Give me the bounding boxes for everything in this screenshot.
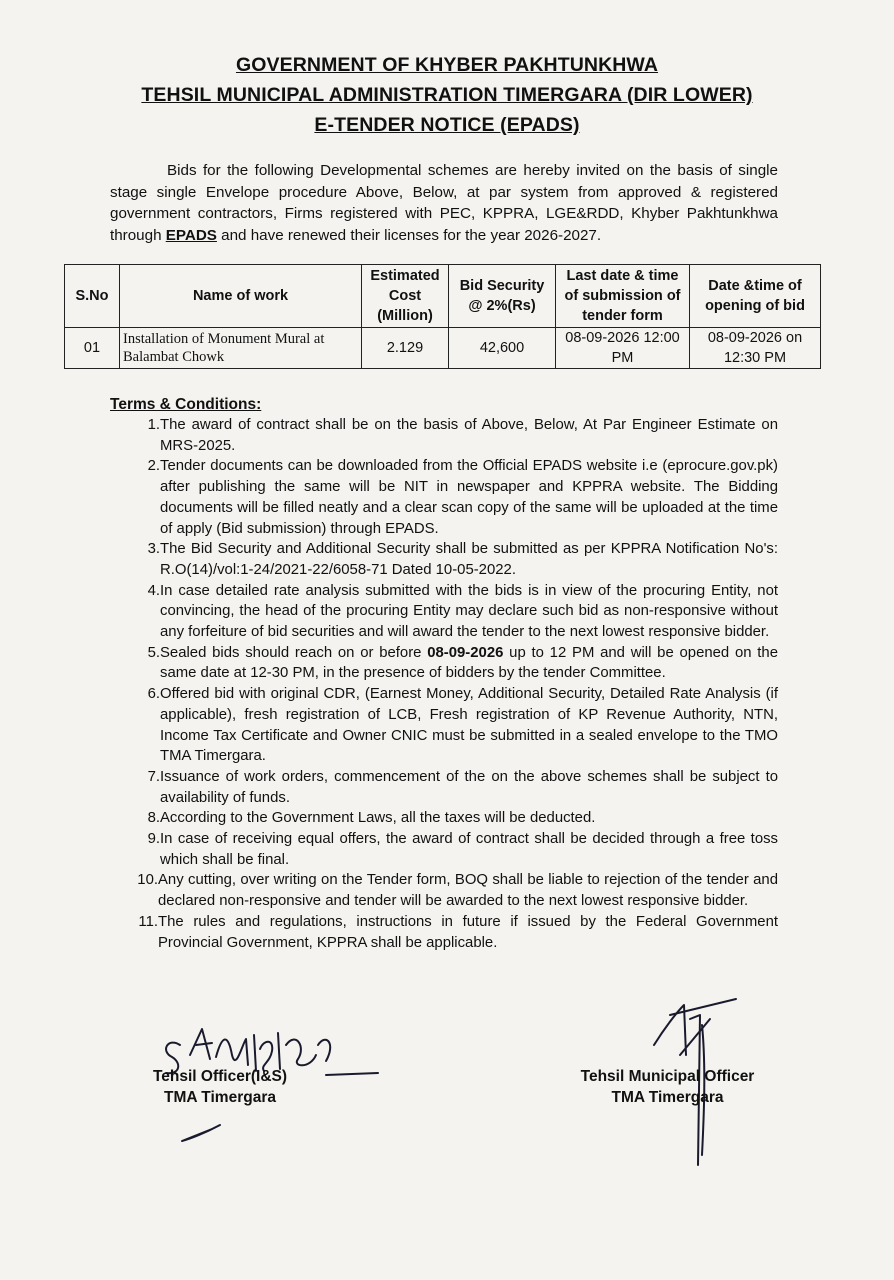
- right-signatory-org: TMA Timergara: [611, 1089, 724, 1106]
- header-name-of-work: Name of work: [120, 265, 362, 328]
- header-estimated-cost: Estimated Cost (Million): [362, 265, 449, 328]
- left-signatory-org: TMA Timergara: [164, 1089, 276, 1106]
- intro-paragraph: [110, 160, 778, 246]
- term-text: Offered bid with original CDR, (Earnest Money, Additional Security, Detailed Rate Analysis (if applicable), fresh registration of LCB, Fresh registration of KP Revenue Authority, NTN, Income Tax Certificate and Owner CNIC must be submitted in a sealed envelope to the TMO TMA Timergara.: [160, 686, 778, 765]
- cell-sno: 01: [65, 328, 120, 369]
- term-text: In case detailed rate analysis submitted with the bids is in view of the procuring Entity, not convincing, the head of the procuring Entity may declare such bid as non-responsive without any forfeiture of bid securities and will award the tender to the next lowest responsive bidder.: [160, 582, 778, 641]
- right-signatory-block: [560, 1066, 775, 1108]
- intro-epads-highlight: EPADS: [165, 226, 217, 244]
- term-number: 6.: [147, 686, 160, 703]
- term-number: 9.: [147, 831, 160, 848]
- left-signatory-title: Tehsil Officer(I&S): [152, 1068, 288, 1085]
- works-table: [64, 264, 821, 369]
- term-text: The award of contract shall be on the basis of Above, Below, At Par Engineer Estimate on MRS-2025.: [160, 417, 778, 454]
- header-bid-security: Bid Security @ 2%(Rs): [449, 265, 556, 328]
- term-item: [110, 829, 778, 870]
- term-text: Issuance of work orders, commencement of the on the above schemes shall be subject to availability of funds.: [160, 768, 778, 806]
- term-item: [110, 415, 778, 456]
- table-row: [65, 328, 821, 369]
- term-item: [110, 870, 778, 911]
- term-bold-date: 08-09-2026: [427, 644, 504, 661]
- term-item: [110, 539, 778, 580]
- term-text: The Bid Security and Additional Security shall be submitted as per KPPRA Notification No's: R.O(14)/vol:1-24/2021-22/6058-71 Dated 10-05-2022.: [160, 541, 778, 578]
- term-text: In case of receiving equal offers, the award of contract shall be decided through a free toss which shall be final.: [160, 831, 778, 868]
- term-text-end: up to 12 PM and will be opened on the same date at 12-30 PM, in the presence of bidders by the tender Committee.: [160, 644, 778, 682]
- term-item: [110, 808, 778, 829]
- cell-bid-security: 42,600: [449, 328, 556, 369]
- term-number: 8.: [147, 810, 160, 827]
- term-item: [110, 581, 778, 643]
- header-opening-date: Date &time of opening of bid: [690, 265, 821, 328]
- term-item: [110, 767, 778, 808]
- header-sno: S.No: [65, 265, 120, 328]
- cell-estimated-cost: 2.129: [362, 328, 449, 369]
- term-number: 5.: [147, 644, 160, 661]
- term-number: 10.: [137, 872, 158, 889]
- header-last-date: Last date & time of submission of tender form: [556, 265, 690, 328]
- term-number: 3.: [147, 541, 160, 558]
- term-item: [110, 684, 778, 767]
- left-signatory-block: [150, 1066, 290, 1108]
- cell-name-of-work: Installation of Monument Mural at Balambat Chowk: [120, 328, 362, 369]
- cell-opening-date: 08-09-2026 on 12:30 PM: [690, 328, 821, 369]
- term-text: According to the Government Laws, all the taxes will be deducted.: [160, 810, 596, 827]
- terms-title: Terms & Conditions:: [110, 396, 262, 413]
- term-number: 1.: [147, 417, 160, 433]
- table-header-row: [65, 265, 821, 328]
- term-item: [110, 456, 778, 539]
- term-item: [110, 912, 778, 953]
- term-item: [110, 643, 778, 684]
- term-number: 2.: [147, 458, 160, 475]
- intro-text-end: and have renewed their licenses for the year 2026-2027.: [216, 226, 602, 244]
- right-signatory-title: Tehsil Municipal Officer: [580, 1068, 755, 1085]
- term-number: 11.: [138, 913, 158, 930]
- term-number: 4.: [147, 582, 160, 599]
- cell-last-date: 08-09-2026 12:00 PM: [556, 328, 690, 369]
- term-text: The rules and regulations, instructions in future if issued by the Federal Government Provincial Government, KPPRA shall be applicable.: [158, 913, 778, 951]
- term-text: Any cutting, over writing on the Tender form, BOQ shall be liable to rejection of the tender and declared non-responsive and tender will be awarded to the next lowest responsive bidder.: [158, 872, 778, 910]
- intro-text-start: Bids for the following Developmental schemes are hereby invited on the basis of single stage single Envelope procedure Above, Below, at par system from approved & registered government contractors, Firms registered with PEC, KPPRA, LGE&RDD, Khyber Pakhtunkhwa through: [110, 162, 778, 244]
- header-notice-title: E-TENDER NOTICE (EPADS): [314, 114, 580, 136]
- term-text: Tender documents can be downloaded from the Official EPADS website i.e (eprocure.gov.pk) after publishing the same will be NIT in newspaper and KPPRA website. The Bidding documents will be filled neatly and a clear scan copy of the same will be uploaded at the time of apply (Bid submission) through EPADS.: [160, 458, 778, 537]
- header-government: GOVERNMENT OF KHYBER PAKHTUNKHWA: [235, 54, 659, 76]
- header-tma: TEHSIL MUNICIPAL ADMINISTRATION TIMERGARA (DIR LOWER): [141, 84, 753, 106]
- term-text-start: Sealed bids should reach on or before: [160, 644, 428, 661]
- terms-list: [110, 415, 778, 953]
- term-number: 7.: [147, 768, 160, 785]
